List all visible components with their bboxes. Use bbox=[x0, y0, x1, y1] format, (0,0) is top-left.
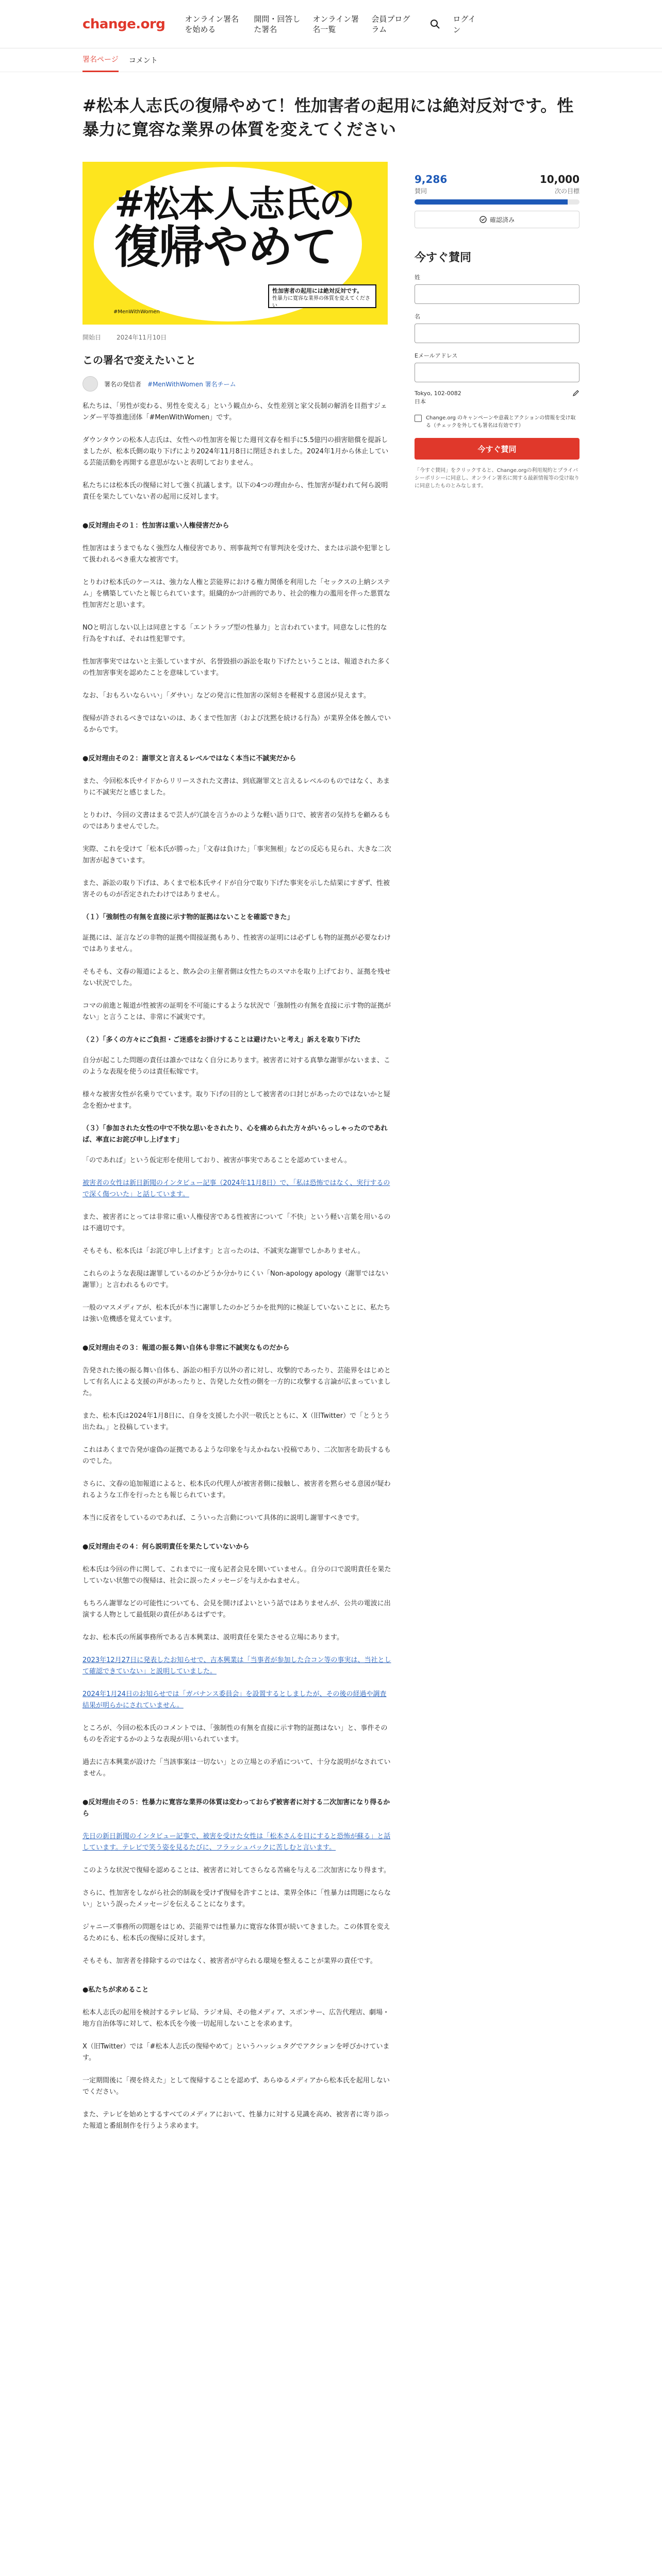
petition-body bbox=[82, 401, 392, 2132]
body-para: 一定期間後に「禊を終えた」として復帰することを認めず、あらゆるメディアから松本氏を起用しないでください。 bbox=[82, 2077, 390, 2096]
starter-name[interactable]: #MenWithWomen 署名チーム bbox=[147, 380, 236, 388]
avatar bbox=[82, 376, 98, 392]
body-para: なお、「おもろいならいい」「ダサい」などの発言に性加害の深刻さを軽視する意図が見えます。 bbox=[82, 692, 370, 700]
start-date: 2024年11月10日 bbox=[117, 334, 167, 341]
body-para: 様々な被害女性が名乗りでています。取り下げの目的として被害者の口封じがあったのではないかと疑念を抱かせます。 bbox=[82, 1091, 390, 1110]
body-para: そもそも、文春の報道によると、飲み会の主催者側は女性たちのスマホを取り上げており、証拠を残せない状況でした。 bbox=[82, 968, 391, 987]
check-badge-icon bbox=[479, 216, 487, 223]
body-para: これらのような表現は謝罪しているのかどうか分かりにくい「Non-apology apology（謝罪ではない謝罪）」と言われるものです。 bbox=[82, 1270, 389, 1289]
site-logo[interactable]: change.org bbox=[82, 16, 166, 32]
body-para: ところが、今回の松本氏のコメントでは、「強制性の有無を直接に示す物的証拠はない」と、事件そのものを否定するかのような表現が用いられています。 bbox=[82, 1724, 388, 1743]
hero-caption-1: 性加害者の起用には絶対反対です。 bbox=[272, 287, 363, 294]
body-para: そもそも、松本氏は「お詫び申し上げます」と言ったのは、不誠実な謝罪でしかありません。 bbox=[82, 1247, 365, 1255]
intro-para: 私たちは、「男性が変わる、男性を変える」という観点から、女性差別と家父長制の解消を目指すジェンダー平等推進団体「#MenWithWomen」です。 bbox=[82, 402, 387, 421]
body-para: また、テレビを始めとするすべてのメディアにおいて、性暴力に対する見識を高め、被害者に寄り添った報道と番組制作を行うよう求めます。 bbox=[82, 2111, 390, 2130]
page-tabs bbox=[0, 48, 662, 72]
body-para: 実際、これを受けて「松本氏が勝った」「文春は負けた」「事実無根」などの反応も見られ、大きな二次加害が起きています。 bbox=[82, 845, 391, 865]
signature-counts bbox=[415, 173, 580, 185]
body-para: これはあくまで告発が虚偽の証拠であるような印象を与えかねない投稿であり、二次加害を助長するものでした。 bbox=[82, 1446, 391, 1465]
pencil-icon[interactable] bbox=[572, 389, 580, 397]
petition-meta bbox=[82, 333, 392, 342]
body-para: 復帰が許されるべきではないのは、あくまで性加害（および沈黙を続ける行為）が業界全体を蝕んでいるからです。 bbox=[82, 715, 391, 734]
reason-heading: ●反対理由その３：報道の振る舞い自体も非常に不誠実なものだから bbox=[82, 1344, 290, 1352]
body-para: さらに、性加害をしながら社会的制裁を受けず復帰を許すことは、業界全体に「性暴力は問題にならない」という誤ったメッセージを伝えることになります。 bbox=[82, 1889, 391, 1908]
hero-headline-line-2: 復帰やめて bbox=[114, 221, 337, 274]
body-para: 「のであれば」という仮定形を使用しており、被害が事実であることを認めていません。 bbox=[82, 1157, 351, 1164]
hero-caption-box bbox=[268, 284, 376, 308]
sign-heading: 今すぐ賛同 bbox=[415, 251, 472, 264]
first-name-label: 姓 bbox=[415, 274, 420, 281]
body-para: 松本人志氏の起用を検討するテレビ局、ラジオ局、その他メディア、スポンサー、広告代理店、劇場・地方自治体等に対して、松本氏を今後一切起用しないことを求めます。 bbox=[82, 2009, 390, 2028]
nav-membership[interactable]: 会員プログラム bbox=[371, 14, 410, 34]
body-para: 自分が起こした問題の責任は誰かではなく自分にあります。被害者に対する真摯な謝罪がないまま、このような表現を使うのは責任転嫁です。 bbox=[82, 1057, 390, 1076]
signature-goal: 10,000 bbox=[539, 173, 580, 185]
news-link-para[interactable]: 2024年1月24日のお知らせでは「ガバナンス委員会」を設置するとしましたが、その後の経過や調査結果が明らかにされていません。 bbox=[82, 1690, 387, 1709]
updates-checkbox-label: Change.org のキャンペーンや意義とアクションの情報を受け取る（チェックを外しても署名は有効です） bbox=[426, 415, 576, 429]
progress-bar-fill bbox=[415, 199, 568, 205]
sign-sidebar bbox=[415, 173, 580, 2143]
location-line-1: Tokyo, 102-0082 bbox=[415, 390, 461, 397]
sub-heading: （３）「参加された女性の中で不快な思いをされたり、心を痛められた方々がいらっしゃったのであれば、率直にお詫び申し上げます」 bbox=[82, 1125, 388, 1144]
hero-hashtag: #MenWithWomen bbox=[113, 309, 160, 315]
body-para: 性加害事実ではないと主張していますが、名誉毀損の訴訟を取り下げたということは、報道された多くの性加害事実を認めたことを意味しています。 bbox=[82, 658, 391, 677]
body-para: X（旧Twitter）では「#松本人志氏の復帰やめて」というハッシュタグでアクションを呼びかけています。 bbox=[82, 2043, 390, 2062]
page-title: #松本人志氏の復帰やめて！性加害者の起用には絶対反対です。性暴力に寛容な業界の体質を変えてください bbox=[82, 96, 574, 139]
body-para: このような状況で復帰を認めることは、被害者に対してさらなる苦痛を与える二次加害になり得ます。 bbox=[82, 1867, 390, 1874]
body-para: そもそも、加害者を排除するのではなく、被害者が守られる環境を整えることが業界の責任です。 bbox=[82, 1957, 377, 1965]
body-para: 証拠には、証言などの非物的証拠や間接証拠もあり、性被害の証明には必ずしも物的証拠が必要なわけではありません。 bbox=[82, 934, 391, 953]
top-bar bbox=[0, 0, 662, 48]
email-field[interactable] bbox=[415, 363, 580, 382]
tab-petition[interactable]: 署名ページ bbox=[82, 48, 119, 72]
requests-heading: ●私たちが求めること bbox=[82, 1986, 149, 1994]
sign-button[interactable]: 今すぐ賛同 bbox=[415, 438, 580, 460]
article-link-para[interactable]: 先日の新日新聞のインタビュー記事で、被害を受けた女性は「松本さんを目にすると恐怖が蘇る」と話しています。テレビで笑う姿を見るたびに、フラッシュバックに苦しむと言います。 bbox=[82, 1833, 391, 1852]
reason-heading: ●反対理由その２：謝罪文と言えるレベルではなく本当に不誠実だから bbox=[82, 755, 296, 762]
location-text bbox=[415, 389, 461, 406]
body-para: とりわけ、今回の文書はまるで芸人が冗談を言うかのような軽い語り口で、被害者の気持ちを顧みるものではありませんでした。 bbox=[82, 811, 391, 831]
count-label: 賛同 bbox=[415, 188, 427, 195]
body-para: また、訴訟の取り下げは、あくまで松本氏サイドが自分で取り下げた事実を示した結果にすぎず、性被害そのものが否定されたわけではありません。 bbox=[82, 879, 390, 899]
body-para: もちろん謝罪などの可能性についても、会見を開けばよいという話ではありませんが、公共の電波に出演する人物として最低限の責任があるはずです。 bbox=[82, 1600, 391, 1619]
hero-headline-line-1: #松本人志氏の bbox=[114, 183, 354, 225]
terms-text: 「今すぐ賛同」をクリックすると、Change.orgの利用規約とプライバシーポリシーに同意し、オンライン署名に関する最新情報等の受け取りに同意したものとみなします。 bbox=[415, 468, 580, 489]
hero-headline bbox=[114, 182, 354, 274]
last-name-field[interactable] bbox=[415, 324, 580, 343]
hero-image bbox=[82, 162, 388, 325]
news-link-para[interactable]: 2023年12月27日に発表したお知らせで、吉本興業は「当事者が参加した合コン等の事実は、当社として確認できていない」と説明していました。 bbox=[82, 1656, 391, 1675]
body-para: NOと明言しない以上は同意とする「エントラップ型の性暴力」と言われています。同意なしに性的な行為をすれば、それは性犯罪です。 bbox=[82, 624, 387, 643]
body-para: また、今回松本氏サイドからリリースされた文書は、到底謝罪文と言えるレベルのものではなく、あまりに不誠実だと感じました。 bbox=[82, 777, 390, 796]
body-para: 告発された後の振る舞い自体も、訴訟の相手方以外の者に対し、攻撃的であったり、芸能界をはじめとして有名人による支援の声があったりと、告発した女性の側を一方的に攻撃する言論が広まっていました。 bbox=[82, 1367, 391, 1397]
body-para: ジャニーズ事務所の問題をはじめ、芸能界では性暴力に寛容な体質が続いてきました。この体質を変えるためにも、松本氏の復帰に反対します。 bbox=[82, 1923, 390, 1942]
location-row bbox=[415, 389, 580, 406]
location-line-2: 日本 bbox=[415, 398, 426, 405]
reason-heading: ●反対理由その４：何ら説明責任を果たしていないから bbox=[82, 1543, 250, 1551]
email-label: Eメールアドレス bbox=[415, 352, 458, 359]
last-name-label: 名 bbox=[415, 313, 420, 320]
nav-petition-list[interactable]: オンライン署名一覧 bbox=[312, 14, 359, 34]
reason-heading: ●反対理由その１：性加害は重い人権侵害だから bbox=[82, 522, 229, 530]
sub-heading: （２）「多くの方々にご負担・ご迷惑をお掛けすることは避けたいと考え」訴えを取り下げた bbox=[82, 1036, 361, 1044]
main-nav bbox=[185, 13, 479, 35]
content-wrap bbox=[0, 162, 662, 2143]
tab-comments[interactable]: コメント bbox=[128, 56, 158, 65]
verified-label: 確認済み bbox=[489, 216, 515, 224]
body-para: コマの前進と報道が性被害の証明を不可能にするような状況で「強制性の有無を直接に示す物的証拠がない」と言うことは、非常に不誠実です。 bbox=[82, 1002, 391, 1021]
nav-answered-petitions[interactable]: 開問・回答した署名 bbox=[254, 14, 301, 34]
intro-para: 私たちには松本氏の復帰に対して強く抗議します。以下の4つの理由から、性加害が疑われて何ら説明責任を果たしていない者の起用に反対します。 bbox=[82, 482, 388, 501]
body-para: また、松本氏は2024年1月8日に、自身を支援した小沢一敬氏とともに、X（旧Twitter）で「とうとう出たね。」と投稿しています。 bbox=[82, 1412, 390, 1431]
sub-heading: （１）「強制性の有無を直接に示す物的証拠はないことを確認できた」 bbox=[82, 913, 294, 921]
first-name-field[interactable] bbox=[415, 284, 580, 304]
petition-starter bbox=[82, 376, 392, 392]
updates-checkbox[interactable] bbox=[415, 415, 422, 422]
goal-label: 次の目標 bbox=[554, 188, 580, 195]
count-labels bbox=[415, 187, 580, 195]
section-title: この署名で変えたいこと bbox=[82, 354, 196, 366]
body-para: 一般のマスメディアが、松本氏が本当に謝罪したのかどうかを批判的に検証していないことに、私たちは強い危機感を覚えています。 bbox=[82, 1304, 390, 1323]
hero-caption-2: 性暴力に寛容な業界の体質を変えてください bbox=[272, 296, 370, 309]
verified-badge[interactable] bbox=[415, 211, 580, 228]
body-para: また、被害者にとっては非常に重い人権侵害である性被害について「不快」という軽い言葉を用いるのは不適切です。 bbox=[82, 1213, 391, 1232]
nav-start-petition[interactable]: オンライン署名を始める bbox=[185, 14, 239, 34]
login-link[interactable]: ログイン bbox=[453, 14, 476, 35]
body-para: 本当に反省をしているのであれば、こういった言動について具体的に説明し謝罪すべきです。 bbox=[82, 1514, 363, 1522]
main-column bbox=[82, 162, 392, 2143]
starter-prefix: 署名の発信者 bbox=[104, 380, 142, 388]
progress-bar bbox=[415, 199, 580, 205]
body-para: 性加害はまうまでもなく強烈な人権侵害であり、刑事裁判で有罪判決を受けた、または示談や犯罪として扱われるべき重大な被害です。 bbox=[82, 545, 391, 564]
body-para: 過去に吉本興業が設けた「当該事案は一切ない」との立場との矛盾について、十分な説明がなされていません。 bbox=[82, 1758, 391, 1777]
intro-para: ダウンタウンの松本人志氏は、女性への性加害を報じた週刊文春を相手に5.5億円の損害賠償を提訴しましたが、松本氏側の取り下げにより2024年11月8日に閉廷されました。2024年1月から休止している芸能活動を再開する意思がないと表明しておりません。 bbox=[82, 436, 389, 467]
start-date-label: 開始日 bbox=[82, 334, 102, 341]
body-para: さらに、文春の追加報道によると、松本氏の代理人が被害者側に接触し、被害者を黙らせる意図が疑われるような工作を行ったとも報じられています。 bbox=[82, 1480, 391, 1499]
signature-count: 9,286 bbox=[415, 173, 448, 185]
reason-heading: ●反対理由その５：性暴力に寛容な業界の体質は変わっておらず被害者に対する二次加害になり得るから bbox=[82, 1799, 390, 1818]
search-icon[interactable] bbox=[430, 19, 440, 29]
article-link-para[interactable]: 被害者の女性は新日新聞のインタビュー記事（2024年11月8日）で、「私は恐怖ではなく、実行するので深く傷ついた」と話しています。 bbox=[82, 1179, 390, 1198]
body-para: なお、松本氏の所属事務所である吉本興業は、説明責任を果たさせる立場にあります。 bbox=[82, 1634, 343, 1641]
body-para: とりわけ松本氏のケースは、強力な人権と芸能界における権力関係を利用した「セックスの上納システム」を構築していたと報じられています。組織的かつ計画的であり、社会的権力の濫用を伴った悪質な性加害だと思います。 bbox=[82, 579, 390, 609]
updates-checkbox-row bbox=[415, 414, 580, 430]
body-para: 松本氏は今回の件に関して、これまでに一度も記者会見を開いていません。自分の口で説明責任を果たしていない状態での復帰は、社会に誤ったメッセージを与えかねません。 bbox=[82, 1566, 391, 1585]
